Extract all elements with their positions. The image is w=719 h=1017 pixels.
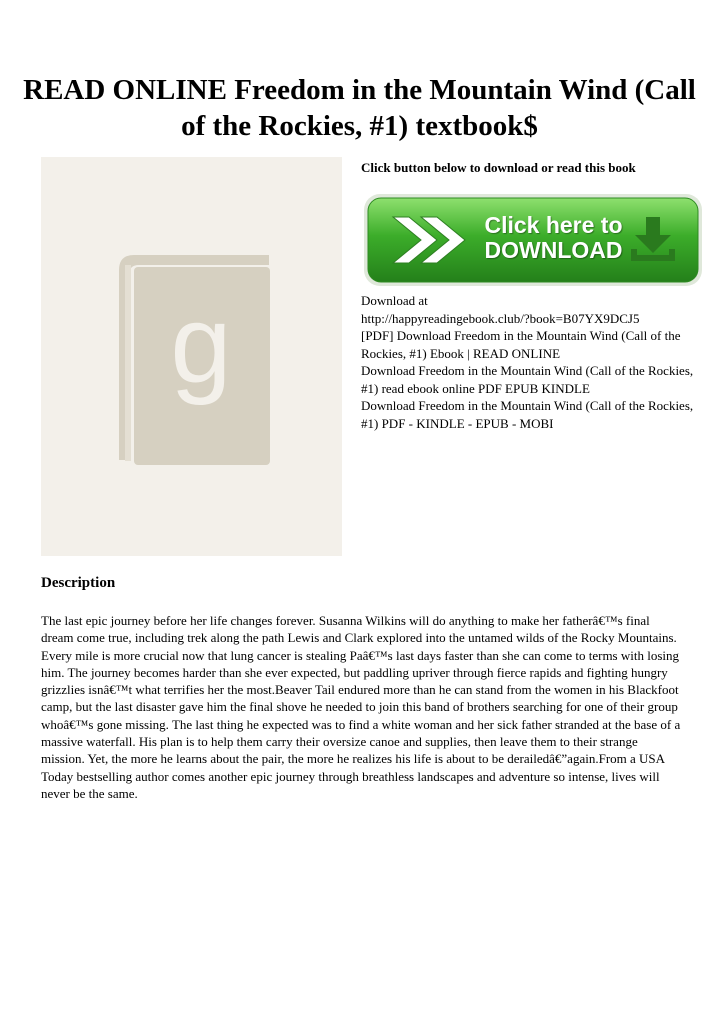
download-info xyxy=(361,292,706,432)
info-line: Download Freedom in the Mountain Wind (Call of the Rockies, #1) read ebook online PDF EPUB KINDLE xyxy=(361,363,694,396)
info-line: Download at xyxy=(361,293,428,308)
info-line: [PDF] Download Freedom in the Mountain Wind (Call of the Rockies, #1) Ebook | READ ONLINE xyxy=(361,328,681,361)
book-pages xyxy=(125,265,131,461)
goodreads-g-glyph: g xyxy=(170,283,232,406)
description-heading: Description xyxy=(41,575,116,591)
download-link[interactable]: http://happyreadingebook.club/?book=B07YX9DCJ5 xyxy=(361,310,640,326)
button-label-line2: DOWNLOAD xyxy=(484,237,623,263)
book-cover-placeholder xyxy=(41,157,342,556)
info-line: Download Freedom in the Mountain Wind (Call of the Rockies, #1) PDF - KINDLE - EPUB - MOBI xyxy=(361,398,694,431)
goodreads-placeholder-book-icon xyxy=(41,157,342,556)
description-text: The last epic journey before her life changes forever. Susanna Wilkins will do anything to make her fatherâ€™s final dream come true, including trek along the path Lewis and Clark explored into the untamed wilds of the Rocky Mountains. Every mile is more crucial now that lung cancer is stealing Paâ€™s last days faster than she can come to terms with losing him. The journey becomes harder than she ever expected, but paddling upriver through fierce rapids and fighting hungry grizzlies isnâ€™t what terrifies her the most.Beaver Tail endured more than he can stand from the women in his Blackfoot camp, but the last disaster gave him the final shove he needed to join this band of brothers searching for one of their group whoâ€™s gone missing. The last thing he expected was to find a white woman and her sick father stranded at the base of a massive waterfall. His plan is to help them carry their oversize canoe and supplies, then leave them to their strange mission. Yet, the more he learns about the pair, the more he realizes his life is about to be derailedâ€”again.From a USA Today bestselling author comes another epic journey through breathless landscapes and adventure so intense, lives will never be the same. xyxy=(41,613,681,801)
download-button[interactable] xyxy=(363,193,703,287)
download-prompt: Click button below to download or read this book xyxy=(361,160,636,175)
page-title: READ ONLINE Freedom in the Mountain Wind (Call of the Rockies, #1) textbook$ xyxy=(23,74,696,142)
button-label-line1: Click here to xyxy=(484,212,623,238)
